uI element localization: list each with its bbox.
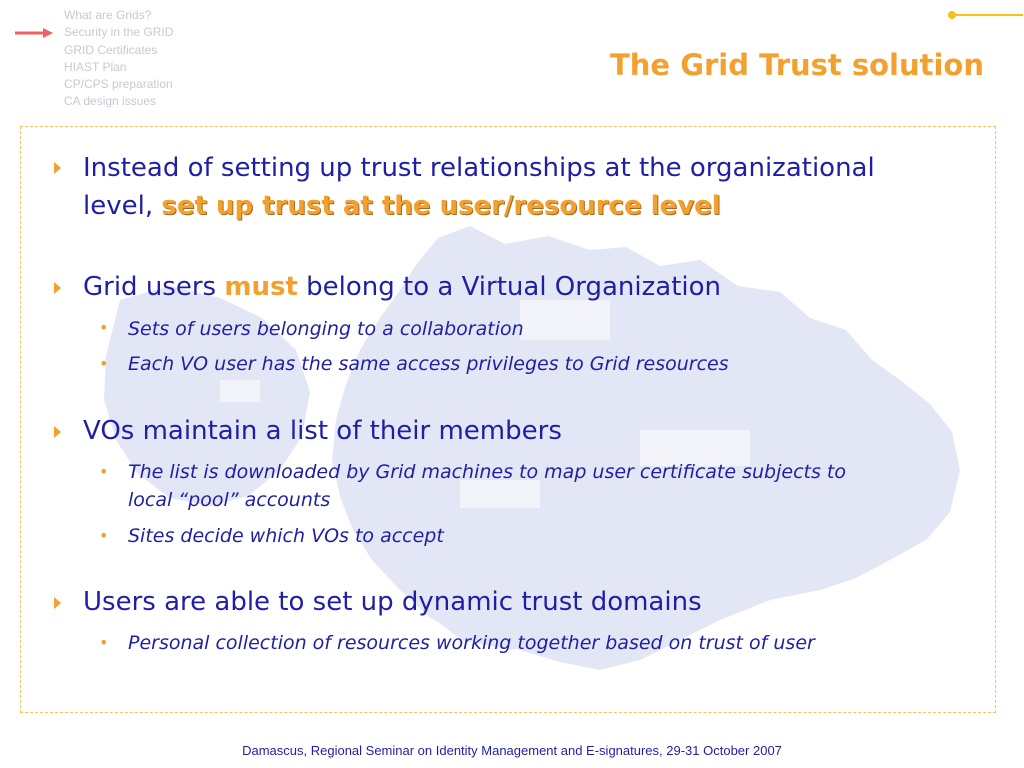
nav-item-what-are-grids[interactable]: What are Grids? <box>64 8 152 22</box>
bullet-arrow-icon <box>54 426 61 438</box>
nav-item-ca-design-issues[interactable]: CA design issues <box>64 94 157 109</box>
nav-item-grid-certificates[interactable]: GRID Certificates <box>64 42 158 57</box>
bullet-3-sub-2: Sites decide which VOs to accept <box>128 525 444 547</box>
bullet-2-text-a: Grid users <box>83 272 225 302</box>
bullet-1-text: level, <box>83 191 162 221</box>
nav-item-hiast-plan[interactable]: HIAST Plan <box>64 59 127 74</box>
sub-bullet-dot-icon: • <box>99 526 109 545</box>
nav-item-cp-cps-preparation[interactable]: CP/CPS preparation <box>64 77 173 92</box>
bullet-2-text-b: belong to a Virtual Organization <box>297 272 722 302</box>
bullet-1-line-1: Instead of setting up trust relationships at the organizational <box>83 153 875 183</box>
sub-bullet-dot-icon: • <box>99 318 109 337</box>
bullet-arrow-icon <box>54 597 61 609</box>
slide-footer: Damascus, Regional Seminar on Identity Management and E-signatures, 29-31 October 2007 <box>242 743 782 758</box>
bullet-1-highlight: set up trust at the user/resource level <box>161 191 721 221</box>
bullet-4-sub-1: Personal collection of resources working together based on trust of user <box>128 632 815 654</box>
nav-item-security-in-the-grid[interactable]: Security in the GRID <box>64 25 174 40</box>
bullet-3-sub-1-line-2: local “pool” accounts <box>128 489 331 511</box>
bullet-2-sub-2: Each VO user has the same access privileges to Grid resources <box>128 353 729 375</box>
sub-bullet-dot-icon: • <box>99 354 109 373</box>
bullet-3-sub-1-line-1: The list is downloaded by Grid machines to map user certificate subjects to <box>128 461 846 483</box>
sub-bullet-dot-icon: • <box>99 633 109 652</box>
bullet-arrow-icon <box>54 282 61 294</box>
sub-bullet-dot-icon: • <box>99 462 109 481</box>
bullet-2-sub-1: Sets of users belonging to a collaboration <box>128 318 524 340</box>
bullet-4: Users are able to set up dynamic trust domains <box>83 587 702 617</box>
bullet-arrow-icon <box>54 162 61 174</box>
bullet-3: VOs maintain a list of their members <box>83 416 562 446</box>
slide-title: The Grid Trust solution <box>610 48 984 82</box>
bullet-2-highlight: must <box>224 272 298 302</box>
bullet-2 <box>83 268 973 306</box>
bullet-1-line-2 <box>83 187 973 225</box>
